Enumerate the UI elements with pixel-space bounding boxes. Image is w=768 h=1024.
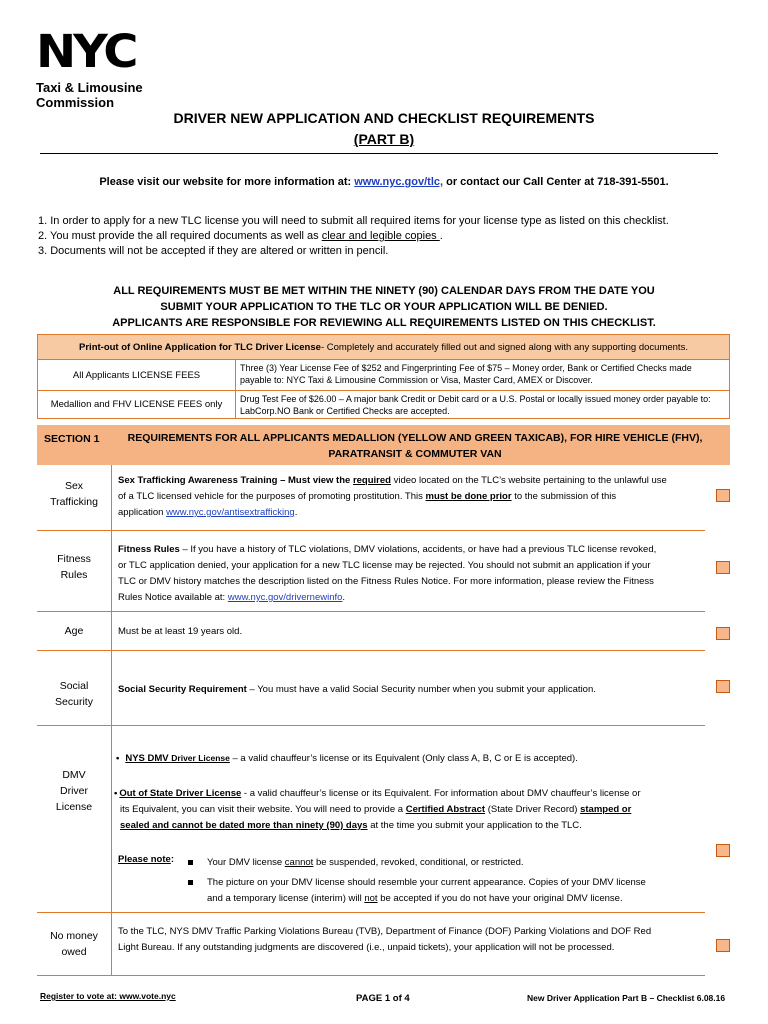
dmv-sealed: sealed and cannot be dated more than ninety (90) days xyxy=(120,820,368,831)
note-2-not: not xyxy=(364,893,378,904)
dmv-oos-text-2: its Equivalent, you can visit their website. You will need to provide a xyxy=(120,804,406,815)
fee-row-all-applicants xyxy=(37,360,730,391)
fitness-text-4c: . xyxy=(342,592,346,603)
fitness-bold: Fitness Rules xyxy=(118,544,180,555)
section-title-line1: REQUIREMENTS FOR ALL APPLICANTS MEDALLION (YELLOW AND GREEN TAXICAB), FOR HIRE VEHICLE (FHV), xyxy=(127,432,703,444)
row-label-line: DMV xyxy=(62,769,86,781)
requirements-line2: SUBMIT YOUR APPLICATION TO THE TLC OR YOUR APPLICATION WILL BE DENIED. xyxy=(160,301,608,313)
row-label-line: Sex xyxy=(64,480,84,492)
row-text-sex-trafficking xyxy=(118,473,708,521)
row-label-no-money-owed xyxy=(37,928,111,960)
fitness-text-4: Rules Notice available at: xyxy=(118,592,228,603)
ssn-text: – You must have a valid Social Security number when you submit your application. xyxy=(246,684,596,695)
fee-row-label: All Applicants LICENSE FEES xyxy=(38,360,236,390)
money-text-1: To the TLC, NYS DMV Traffic Parking Violations Bureau (TVB), Department of Finance (DOF) Parking Violations and DOF Red xyxy=(118,926,652,937)
fitness-text-3: TLC or DMV history matches the description listed on the Fitness Rules Notice. For more information, please review the Fitness xyxy=(118,576,654,587)
dmv-oos-bold: Out of State Driver License xyxy=(119,788,242,799)
logo-line2: Commission xyxy=(36,95,115,110)
dmv-oos-text-2c: (State Driver Record) xyxy=(485,804,581,815)
checkbox-fitness-rules[interactable] xyxy=(716,561,730,574)
footer-doc-id: New Driver Application Part B – Checklist 6.08.16 xyxy=(527,993,726,1003)
page-subtitle xyxy=(0,131,768,147)
visit-line xyxy=(0,176,768,188)
fees-header-rest: - Completely and accurately filled out and signed along with any supporting documents. xyxy=(320,341,688,353)
intro-item-2-underlined: clear and legible copies xyxy=(321,230,440,242)
fee-row-medallion-fhv xyxy=(37,391,730,419)
row-separator xyxy=(37,912,705,913)
dmv-note-1 xyxy=(188,855,708,871)
square-bullet-icon xyxy=(188,880,193,885)
tlc-logo-text xyxy=(36,80,143,110)
register-to-vote-link[interactable]: Register to vote at: www.vote.nyc xyxy=(40,991,176,1001)
fees-header xyxy=(37,334,730,360)
sex-text-3c: . xyxy=(294,507,298,518)
row-label-line: License xyxy=(55,801,93,813)
requirements-line3: APPLICANTS ARE RESPONSIBLE FOR REVIEWING ALL REQUIREMENTS LISTED ON THIS CHECKLIST. xyxy=(112,317,656,329)
dmv-driver-license: Driver License xyxy=(171,753,230,763)
page-title: DRIVER NEW APPLICATION AND CHECKLIST REQUIREMENTS xyxy=(173,110,595,126)
row-separator xyxy=(37,611,705,612)
row-label-line: Security xyxy=(55,696,93,708)
fitness-text-1: – If you have a history of TLC violations, DMV violations, accidents, or have had a previous TLC license revoked, xyxy=(179,544,657,555)
dmv-out-of-state-bullet xyxy=(114,786,704,834)
row-label-line: owed xyxy=(61,946,87,958)
row-label-line: Rules xyxy=(60,569,88,581)
section-title xyxy=(120,430,710,462)
note-2-a: The picture on your DMV license should resemble your current appearance. Copies of your DMV license xyxy=(207,877,646,888)
row-text-fitness xyxy=(118,542,708,606)
requirements-line1: ALL REQUIREMENTS MUST BE MET WITHIN THE NINETY (90) CALENDAR DAYS FROM THE DATE YOU xyxy=(113,285,655,297)
row-text-social-security xyxy=(118,682,708,698)
dmv-nys-bullet xyxy=(116,750,706,767)
checkbox-no-money-owed[interactable] xyxy=(716,939,730,952)
antisextrafficking-link[interactable]: www.nyc.gov/antisextrafficking xyxy=(166,507,295,518)
row-text-no-money-owed xyxy=(118,924,708,956)
sex-bold: Sex Trafficking Awareness Training – Must view the xyxy=(118,475,353,486)
checkbox-sex-trafficking[interactable] xyxy=(716,489,730,502)
intro-item-2-end: . xyxy=(439,230,443,242)
dmv-stamped: stamped or xyxy=(580,804,632,815)
ssn-bold: Social Security Requirement xyxy=(118,684,247,695)
please-note-label: Please note xyxy=(118,854,171,865)
page-number: PAGE 1 of 4 xyxy=(356,993,410,1004)
sex-text-2: of a TLC licensed vehicle for the purposes of promoting prostitution. This xyxy=(118,491,426,502)
note-2-d: be accepted if you do not have your original DMV license. xyxy=(377,893,623,904)
title-rule xyxy=(40,153,718,154)
intro-item-1: 1. In order to apply for a new TLC license you will need to submit all required items for your license type as listed on this checklist. xyxy=(38,215,669,227)
checkbox-age[interactable] xyxy=(716,627,730,640)
row-separator xyxy=(37,650,705,651)
please-note-colon: : xyxy=(170,854,174,865)
fees-header-bold: Print-out of Online Application for TLC Driver License xyxy=(79,341,321,353)
fee-row-label: Medallion and FHV LICENSE FEES only xyxy=(38,391,236,418)
square-bullet-icon xyxy=(188,860,193,865)
row-label-line: Social xyxy=(59,680,89,692)
drivernewinfo-link[interactable]: www.nyc.gov/drivernewinfo xyxy=(227,592,343,603)
intro-item-2-text: 2. You must provide the all required documents as well as xyxy=(38,230,322,242)
row-text-age: Must be at least 19 years old. xyxy=(118,626,243,637)
dmv-note-2 xyxy=(188,875,708,907)
sex-text-2c: to the submission of this xyxy=(511,491,617,502)
checkbox-dmv-license[interactable] xyxy=(716,844,730,857)
requirements-notice xyxy=(0,283,768,331)
row-label-line: Fitness xyxy=(57,553,91,565)
dmv-oos-text-3: at the time you submit your application to the TLC. xyxy=(367,820,582,831)
sex-text-1: video located on the TLC’s website pertaining to the unlawful use xyxy=(390,475,667,486)
note-1-c: be suspended, revoked, conditional, or restricted. xyxy=(313,857,524,868)
row-label-line: Driver xyxy=(60,785,88,797)
tlc-website-link[interactable]: www.nyc.gov/tlc, xyxy=(354,176,444,188)
sex-must-prior: must be done prior xyxy=(425,491,512,502)
row-separator xyxy=(37,725,705,726)
dmv-nys-text: – a valid chauffeur’s license or its Equivalent (Only class A, B, C or E is accepted). xyxy=(229,753,578,764)
dmv-nys-bold: NYS DMV xyxy=(125,753,172,764)
visit-prefix: Please visit our website for more information at: xyxy=(99,176,355,188)
intro-item-3: 3. Documents will not be accepted if they are altered or written in pencil. xyxy=(38,245,389,257)
bullet-dot: • xyxy=(114,788,118,799)
fitness-text-2: or TLC application denied, your application for a new TLC license may be rejected. You should not submit an application if your xyxy=(118,560,651,571)
nyc-logo: NYC xyxy=(36,25,136,79)
row-label-line: No money xyxy=(50,930,98,942)
dmv-oos-text-1: - a valid chauffeur’s license or its Equivalent. For information about DMV chauffeur’s license or xyxy=(241,788,641,799)
fee-row-text: Three (3) Year License Fee of $252 and Fingerprinting Fee of $75 – Money order, Bank or Certified Checks made payable to: NYC Taxi & Limousine Commission or Visa, Master Card, AMEX or Discover. xyxy=(240,363,692,385)
row-label-age: Age xyxy=(64,625,84,637)
visit-suffix: or contact our Call Center at 718-391-5501. xyxy=(443,176,669,188)
row-label-line: Trafficking xyxy=(50,496,98,508)
sex-required: required xyxy=(352,475,391,486)
dmv-certified-abstract: Certified Abstract xyxy=(405,804,486,815)
row-separator xyxy=(37,975,705,976)
section-number: SECTION 1 xyxy=(44,433,100,445)
row-divider xyxy=(111,465,112,975)
bullet-dot: • xyxy=(116,753,120,764)
row-label-dmv xyxy=(37,767,111,815)
sex-text-3: application xyxy=(118,507,167,518)
part-b-label: (PART B) xyxy=(353,131,415,147)
note-2-b: and a temporary license (interim) will xyxy=(207,893,365,904)
row-label-fitness xyxy=(37,551,111,583)
logo-line1: Taxi & Limousine xyxy=(36,80,143,95)
intro-list xyxy=(38,214,669,259)
section-title-line2: PARATRANSIT & COMMUTER VAN xyxy=(328,448,502,460)
fee-row-text: Drug Test Fee of $26.00 – A major bank Credit or Debit card or a U.S. Postal or locally issued money order payable to: LabCorp.NO Bank or Certified Checks are accepted. xyxy=(240,394,711,416)
money-text-2: Light Bureau. If any outstanding judgments are discovered (i.e., unpaid tickets), your application will not be processed. xyxy=(118,942,615,953)
intro-item-2 xyxy=(38,229,669,244)
note-1-a: Your DMV license xyxy=(207,857,285,868)
note-1-cannot: cannot xyxy=(284,857,314,868)
row-separator xyxy=(37,530,705,531)
row-label-sex-trafficking xyxy=(37,478,111,510)
row-label-social-security xyxy=(37,678,111,710)
checkbox-social-security[interactable] xyxy=(716,680,730,693)
